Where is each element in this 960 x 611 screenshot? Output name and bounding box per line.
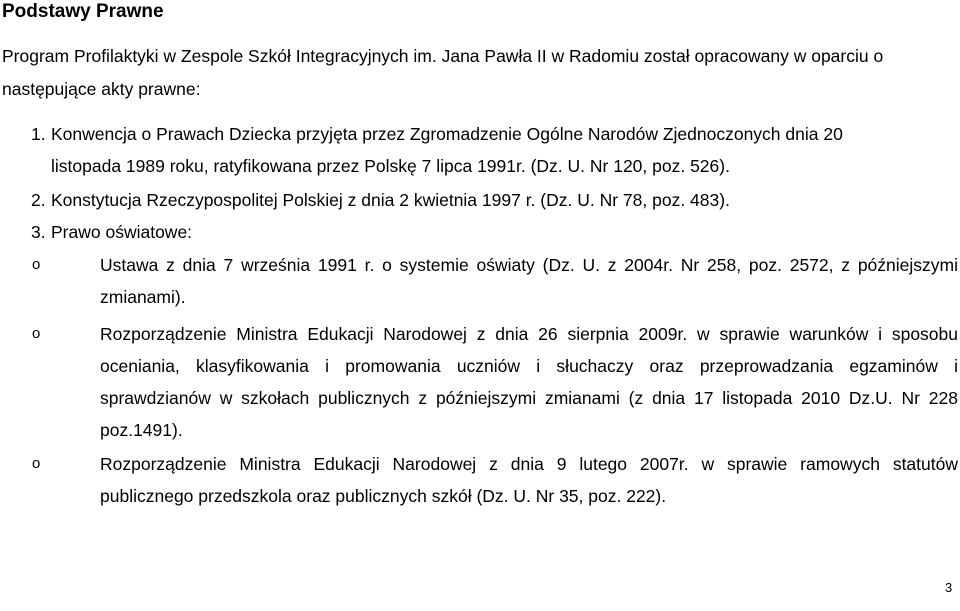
bullet-mark: o (32, 325, 41, 342)
bullet-mark: o (32, 455, 41, 472)
list-item-2 (31, 184, 956, 216)
list-number: 1. (31, 124, 46, 144)
list-item-text: Konwencja o Prawach Dziecka przyjęta przez Zgromadzenie Ogólne Narodów Zjednoczonych dnia 20 (51, 124, 843, 144)
list-number: 3. (31, 222, 46, 242)
list-item-3 (31, 216, 956, 248)
list-item-text: Prawo oświatowe: (51, 222, 193, 242)
list-item-continuation: listopada 1989 roku, ratyfikowana przez Polskę 7 lipca 1991r. (Dz. U. Nr 120, poz. 526). (51, 156, 730, 176)
intro-paragraph: Program Profilaktyki w Zespole Szkół Integracyjnych im. Jana Pawła II w Radomiu został opracowany w oparciu o następujące akty prawne: (2, 46, 884, 99)
sub-list-item-text: Rozporządzenie Ministra Edukacji Narodowej z dnia 9 lutego 2007r. w sprawie ramowych statutów publicznego przedszkola oraz publicznych szkół (Dz. U. Nr 35, poz. 222). (100, 454, 958, 506)
bullet-mark: o (32, 256, 41, 273)
list-item-1 (31, 118, 956, 182)
page-title: Podstawy Prawne (2, 1, 164, 22)
list-item-text: Konstytucja Rzeczypospolitej Polskiej z dnia 2 kwietnia 1997 r. (Dz. U. Nr 78, poz. 483). (51, 190, 730, 210)
list-number: 2. (31, 190, 46, 210)
sub-list-item-text: Rozporządzenie Ministra Edukacji Narodowej z dnia 26 sierpnia 2009r. w sprawie warunków i sposobu oceniania, klasyfikowania i promowania uczniów i słuchaczy oraz przeprowadzania egzaminów i sprawdzianów w szkołach publicznych z późniejszymi zmianami (z dnia 17 listopada 2010 Dz.U. Nr 228 poz.1491). (100, 324, 958, 440)
page-number: 3 (945, 580, 953, 595)
sub-list-item-text: Ustawa z dnia 7 września 1991 r. o systemie oświaty (Dz. U. z 2004r. Nr 258, poz. 2572, z późniejszymi zmianami). (100, 255, 958, 307)
